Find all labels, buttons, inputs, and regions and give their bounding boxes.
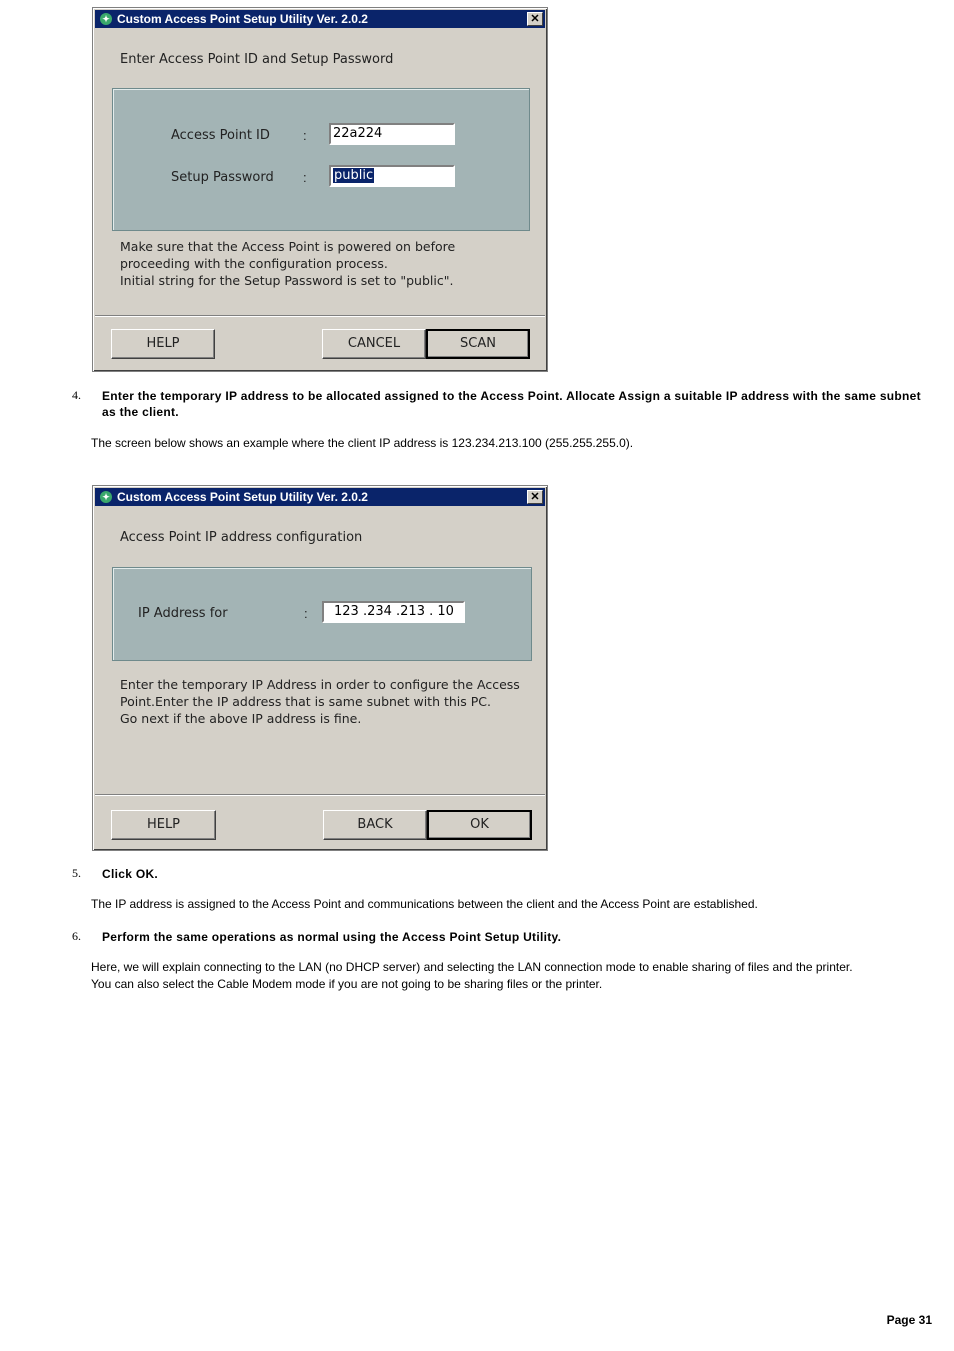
page-number: Page 31 — [886, 1313, 932, 1327]
scan-button[interactable]: SCAN — [426, 329, 530, 359]
field-colon: : — [304, 606, 308, 621]
setup-password-label: Setup Password — [171, 170, 274, 185]
close-icon[interactable]: ✕ — [527, 12, 543, 26]
back-button[interactable]: BACK — [323, 810, 427, 840]
setup-password-dialog — [92, 7, 548, 372]
step-number: 5. — [72, 866, 81, 880]
app-icon: ✦ — [100, 13, 112, 25]
field-colon: : — [303, 128, 307, 143]
dialog-title: Custom Access Point Setup Utility Ver. 2.0.2 — [117, 12, 368, 26]
help-button[interactable]: HELP — [111, 329, 215, 359]
step-number: 6. — [72, 929, 81, 943]
dialog-heading: Enter Access Point ID and Setup Password — [120, 52, 394, 67]
app-icon: ✦ — [100, 491, 112, 503]
step-4-text: Enter the temporary IP address to be allocated assigned to the Access Point. Allocate Assign a suitable IP address with the same subnet as the client. — [102, 389, 921, 419]
credentials-panel — [112, 88, 530, 231]
ip-address-dialog — [92, 485, 548, 851]
access-point-id-input[interactable]: 22a224 — [329, 123, 455, 145]
button-divider — [95, 794, 545, 796]
step-6-text: Perform the same operations as normal using the Access Point Setup Utility. — [102, 930, 562, 944]
dialog-description: Enter the temporary IP Address in order to configure the Access Point.Enter the IP address that is same subnet with this PC. Go next if the above IP address is fine. — [120, 677, 520, 726]
step-5-note: The IP address is assigned to the Access Point and communications between the client and the Access Point are established. — [91, 897, 758, 911]
setup-password-input[interactable] — [329, 165, 455, 187]
step-4-note: The screen below shows an example where the client IP address is 123.234.213.100 (255.255.255.0). — [91, 436, 634, 450]
access-point-id-label: Access Point ID — [171, 128, 270, 143]
step-6-note: Here, we will explain connecting to the LAN (no DHCP server) and selecting the LAN connection mode to enable sharing of files and the printer. You can also select the Cable Modem mode if you are not going to be sharing files or the printer. — [91, 960, 853, 991]
dialog-description: Make sure that the Access Point is powered on before proceeding with the configuration process. Initial string for the Setup Password is set to "public". — [120, 239, 456, 288]
cancel-button[interactable]: CANCEL — [322, 329, 426, 359]
selected-text: public — [334, 168, 374, 183]
ip-panel — [112, 567, 532, 661]
dialog-heading: Access Point IP address configuration — [120, 530, 363, 545]
ip-address-label: IP Address for — [138, 606, 228, 621]
ip-address-input[interactable]: 123 .234 .213 . 10 — [322, 601, 465, 623]
close-icon[interactable]: ✕ — [527, 490, 543, 504]
ok-button[interactable]: OK — [427, 810, 532, 840]
field-colon: : — [303, 170, 307, 185]
button-divider — [95, 315, 545, 317]
help-button[interactable]: HELP — [111, 810, 216, 840]
dialog-titlebar — [95, 488, 545, 506]
step-5-text: Click OK. — [102, 867, 159, 881]
step-number: 4. — [72, 388, 81, 402]
dialog-title: Custom Access Point Setup Utility Ver. 2.0.2 — [117, 490, 368, 504]
dialog-titlebar — [95, 10, 545, 28]
